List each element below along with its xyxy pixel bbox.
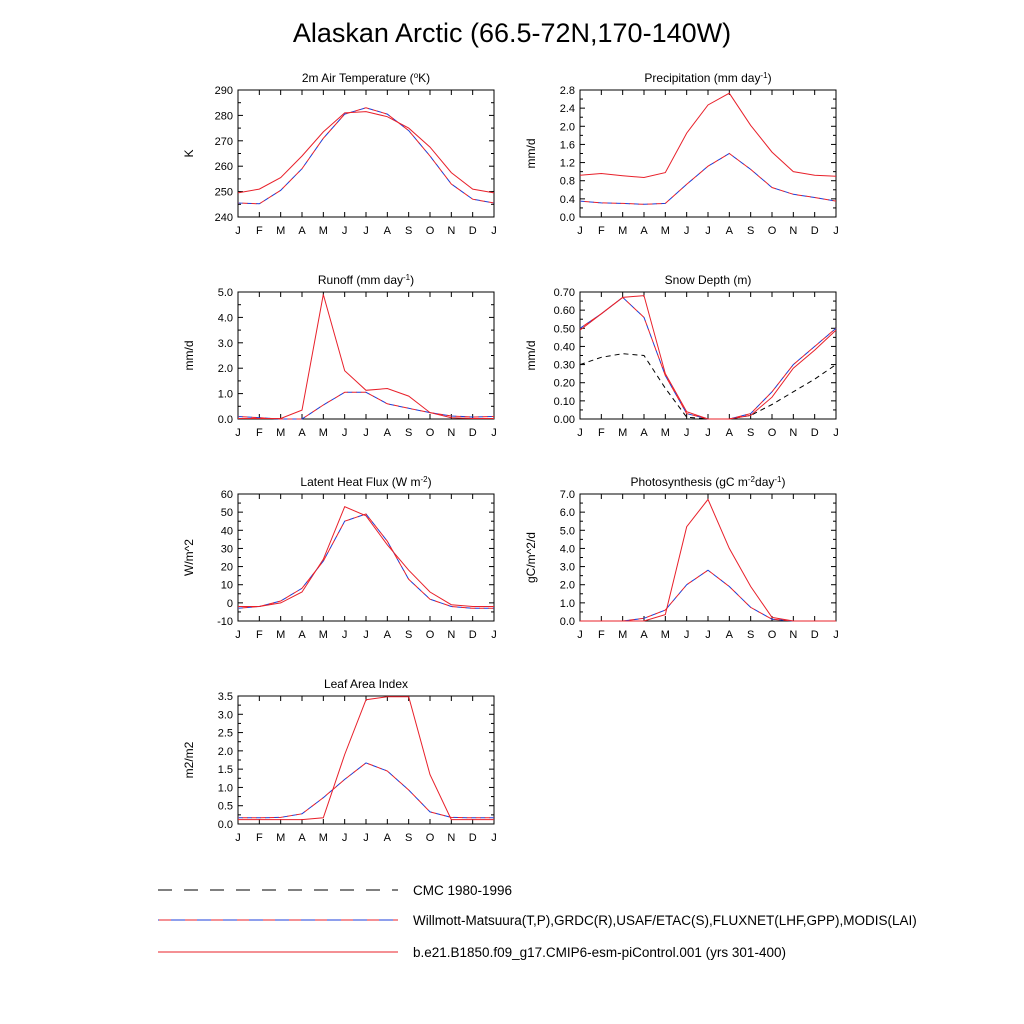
y-tick-label: 2.0 <box>559 579 575 592</box>
y-tick-label: 0.0 <box>217 414 233 426</box>
legend <box>158 883 917 960</box>
y-tick-label: 290 <box>214 85 233 97</box>
panel-0 <box>182 71 497 238</box>
series-line-model <box>580 296 836 419</box>
x-tick-label: J <box>833 225 839 237</box>
x-tick-label: D <box>468 427 477 439</box>
x-tick-label: D <box>810 427 819 439</box>
x-tick-label: O <box>425 427 435 439</box>
y-tick-label: 3.5 <box>217 691 233 703</box>
x-tick-label: O <box>767 225 777 237</box>
x-tick-label: D <box>468 225 477 237</box>
x-tick-label: O <box>425 225 435 237</box>
x-tick-label: J <box>705 629 711 641</box>
x-tick-label: J <box>363 832 369 844</box>
x-tick-label: J <box>363 427 369 439</box>
x-tick-label: J <box>491 629 497 641</box>
panel-title: Photosynthesis (gC $m^{-2}day^{-1}$) <box>630 474 786 489</box>
x-tick-label: J <box>363 225 369 237</box>
y-tick-label: 60 <box>220 489 233 501</box>
y-tick-label: 270 <box>214 135 233 148</box>
y-tick-label: 50 <box>220 507 233 520</box>
x-tick-label: A <box>383 225 392 237</box>
x-tick-label: J <box>683 427 690 439</box>
y-tick-label: 2.0 <box>217 363 233 376</box>
y-tick-label: 0.0 <box>559 212 575 224</box>
x-tick-label: S <box>746 629 755 641</box>
y-tick-label: 2.5 <box>217 727 233 740</box>
x-tick-label: F <box>255 427 263 439</box>
series-line-obs <box>580 154 836 205</box>
x-tick-label: S <box>404 225 413 237</box>
y-tick-label: 0.40 <box>553 341 575 354</box>
x-tick-label: M <box>318 427 328 439</box>
x-tick-label: F <box>597 629 605 641</box>
panel-title: Snow Depth (m) <box>664 273 752 287</box>
y-tick-label: 2.0 <box>217 745 233 758</box>
x-tick-label: M <box>318 225 328 237</box>
x-tick-label: O <box>767 427 777 439</box>
x-tick-label: N <box>447 629 456 641</box>
y-axis-label: mm/d <box>524 138 538 169</box>
x-tick-label: J <box>235 427 241 439</box>
x-tick-label: M <box>618 225 628 237</box>
x-tick-label: A <box>640 629 648 641</box>
y-tick-label: 0.60 <box>553 305 575 318</box>
panel-title: Precipitation (mm day$^{-1}$) <box>644 70 772 85</box>
y-tick-label: 0.8 <box>559 175 575 188</box>
x-tick-label: M <box>318 629 328 641</box>
panel-title: Latent Heat Flux (W $m^{-2}$) <box>300 474 432 489</box>
x-tick-label: S <box>404 629 413 641</box>
x-tick-label: F <box>597 225 605 237</box>
y-tick-label: 0.00 <box>553 414 575 426</box>
figure-title: Alaskan Arctic (66.5-72N,170-140W) <box>292 18 732 48</box>
series-line-obs-alt <box>238 514 494 608</box>
y-tick-label: 2.4 <box>559 103 575 116</box>
y-axis-label: K <box>182 149 196 158</box>
x-tick-label: A <box>298 629 306 641</box>
x-tick-label: N <box>789 225 798 237</box>
x-tick-label: F <box>255 832 263 844</box>
y-tick-label: 0.0 <box>559 616 575 628</box>
x-tick-label: O <box>767 629 777 641</box>
y-tick-label: 260 <box>214 161 233 174</box>
x-tick-label: A <box>298 427 306 439</box>
x-tick-label: A <box>298 832 306 844</box>
panel-3 <box>524 273 839 439</box>
x-tick-label: D <box>468 629 477 641</box>
x-tick-label: S <box>746 225 755 237</box>
series-line-cmc <box>580 354 836 419</box>
x-tick-label: D <box>810 225 819 237</box>
series-line-obs <box>238 108 494 204</box>
x-tick-label: O <box>425 832 435 844</box>
x-tick-label: J <box>577 427 583 439</box>
plot-frame <box>238 292 494 419</box>
plot-frame <box>580 90 836 217</box>
panel-title: Runoff (mm day$^{-1}$) <box>317 272 415 287</box>
x-tick-label: M <box>276 629 286 641</box>
y-tick-label: 0.5 <box>217 800 233 813</box>
panel-4 <box>182 475 497 642</box>
y-tick-label: 0.0 <box>217 819 233 831</box>
legend-label-cmc: CMC 1980-1996 <box>413 883 513 898</box>
x-tick-label: J <box>683 629 690 641</box>
panel-2 <box>182 273 497 440</box>
series-line-model <box>238 507 494 607</box>
x-tick-label: A <box>725 427 734 439</box>
y-tick-label: 5.0 <box>559 525 575 538</box>
y-tick-label: 3.0 <box>559 561 575 574</box>
x-tick-label: N <box>789 427 798 439</box>
y-tick-label: 0.10 <box>553 395 575 408</box>
y-tick-label: 0.30 <box>553 359 575 372</box>
x-tick-label: J <box>341 427 348 439</box>
x-tick-label: J <box>341 225 348 237</box>
x-tick-label: M <box>618 629 628 641</box>
x-tick-label: J <box>833 629 839 641</box>
x-tick-label: N <box>447 832 456 844</box>
x-tick-label: J <box>235 629 241 641</box>
y-tick-label: 2.8 <box>559 85 575 97</box>
x-tick-label: F <box>255 629 263 641</box>
y-axis-label: gC/m^2/d <box>524 532 538 583</box>
y-tick-label: 20 <box>220 561 233 574</box>
y-tick-label: 2.0 <box>559 121 575 134</box>
y-tick-label: 4.0 <box>217 312 233 325</box>
x-tick-label: M <box>660 225 670 237</box>
panel-6 <box>182 677 497 844</box>
series-line-model <box>580 499 836 621</box>
x-tick-label: M <box>660 629 670 641</box>
y-tick-label: 0.50 <box>553 323 575 336</box>
x-tick-label: J <box>491 427 497 439</box>
legend-label-obs: Willmott-Matsuura(T,P),GRDC(R),USAF/ETAC(S),FLUXNET(LHF,GPP),MODIS(LAI) <box>413 913 917 928</box>
x-tick-label: M <box>276 832 286 844</box>
y-tick-label: 1.0 <box>559 597 575 610</box>
y-tick-label: 1.0 <box>217 782 233 795</box>
series-line-model <box>238 697 494 820</box>
series-line-obs <box>238 763 494 818</box>
y-tick-label: 0.70 <box>553 287 575 299</box>
y-tick-label: 3.0 <box>217 337 233 350</box>
y-tick-label: 3.0 <box>217 709 233 722</box>
y-axis-label: mm/d <box>524 340 538 371</box>
panel-title: Leaf Area Index <box>323 677 409 691</box>
y-tick-label: 0 <box>226 597 233 610</box>
y-axis-label: m2/m2 <box>182 741 196 779</box>
x-tick-label: M <box>660 427 670 439</box>
y-tick-label: 280 <box>214 110 233 123</box>
x-tick-label: A <box>725 225 734 237</box>
x-tick-label: J <box>833 427 839 439</box>
x-tick-label: D <box>468 832 477 844</box>
x-tick-label: J <box>363 629 369 641</box>
y-tick-label: 240 <box>214 212 233 224</box>
series-line-obs-alt <box>238 763 494 818</box>
x-tick-label: J <box>341 629 348 641</box>
x-tick-label: J <box>683 225 690 237</box>
x-tick-label: A <box>383 832 392 844</box>
y-tick-label: 250 <box>214 186 233 199</box>
plot-frame <box>238 90 494 217</box>
x-tick-label: J <box>235 225 241 237</box>
plot-frame <box>580 494 836 621</box>
x-tick-label: A <box>383 629 392 641</box>
y-tick-label: 7.0 <box>559 489 575 501</box>
plot-frame <box>238 696 494 824</box>
series-line-obs-alt <box>238 108 494 204</box>
x-tick-label: A <box>725 629 734 641</box>
series-line-model <box>580 93 836 177</box>
y-axis-label: mm/d <box>182 340 196 371</box>
y-tick-label: -10 <box>217 616 233 628</box>
x-tick-label: A <box>383 427 392 439</box>
x-tick-label: M <box>618 427 628 439</box>
x-tick-label: J <box>235 832 241 844</box>
series-line-obs-alt <box>580 154 836 205</box>
x-tick-label: A <box>298 225 306 237</box>
x-tick-label: J <box>577 629 583 641</box>
series-line-model <box>238 112 494 193</box>
y-tick-label: 1.0 <box>217 388 233 401</box>
series-line-obs <box>238 514 494 608</box>
y-tick-label: 0.20 <box>553 377 575 390</box>
y-tick-label: 1.2 <box>559 157 575 170</box>
x-tick-label: F <box>255 225 263 237</box>
y-tick-label: 0.4 <box>559 193 575 206</box>
x-tick-label: J <box>577 225 583 237</box>
x-tick-label: M <box>318 832 328 844</box>
y-tick-label: 6.0 <box>559 507 575 520</box>
x-tick-label: N <box>447 427 456 439</box>
y-tick-label: 4.0 <box>559 543 575 556</box>
x-tick-label: M <box>276 225 286 237</box>
x-tick-label: J <box>705 225 711 237</box>
x-tick-label: J <box>341 832 348 844</box>
y-axis-label: W/m^2 <box>182 539 196 576</box>
series-line-obs-alt <box>580 570 836 621</box>
series-line-model <box>238 295 494 419</box>
x-tick-label: A <box>640 225 648 237</box>
x-tick-label: D <box>810 629 819 641</box>
y-tick-label: 30 <box>220 543 233 556</box>
x-tick-label: S <box>404 832 413 844</box>
x-tick-label: M <box>276 427 286 439</box>
series-line-obs <box>580 570 836 621</box>
plot-frame <box>580 292 836 419</box>
y-tick-label: 1.5 <box>217 764 233 777</box>
x-tick-label: J <box>705 427 711 439</box>
series-line-obs <box>580 297 836 419</box>
x-tick-label: F <box>597 427 605 439</box>
x-tick-label: A <box>640 427 648 439</box>
x-tick-label: O <box>425 629 435 641</box>
panel-1 <box>524 71 839 238</box>
y-tick-label: 1.6 <box>559 139 575 152</box>
panels <box>182 71 839 845</box>
x-tick-label: S <box>404 427 413 439</box>
y-tick-label: 40 <box>220 525 233 538</box>
panel-5 <box>524 475 839 642</box>
x-tick-label: J <box>491 832 497 844</box>
x-tick-label: J <box>491 225 497 237</box>
y-tick-label: 5.0 <box>217 287 233 299</box>
x-tick-label: N <box>447 225 456 237</box>
legend-label-model: b.e21.B1850.f09_g17.CMIP6-esm-piControl.001 (yrs 301-400) <box>413 945 786 960</box>
panel-title: 2m Air Temperature ($^o$K) <box>301 70 431 85</box>
y-tick-label: 10 <box>220 579 233 592</box>
series-line-obs-alt <box>580 297 836 419</box>
x-tick-label: N <box>789 629 798 641</box>
x-tick-label: S <box>746 427 755 439</box>
